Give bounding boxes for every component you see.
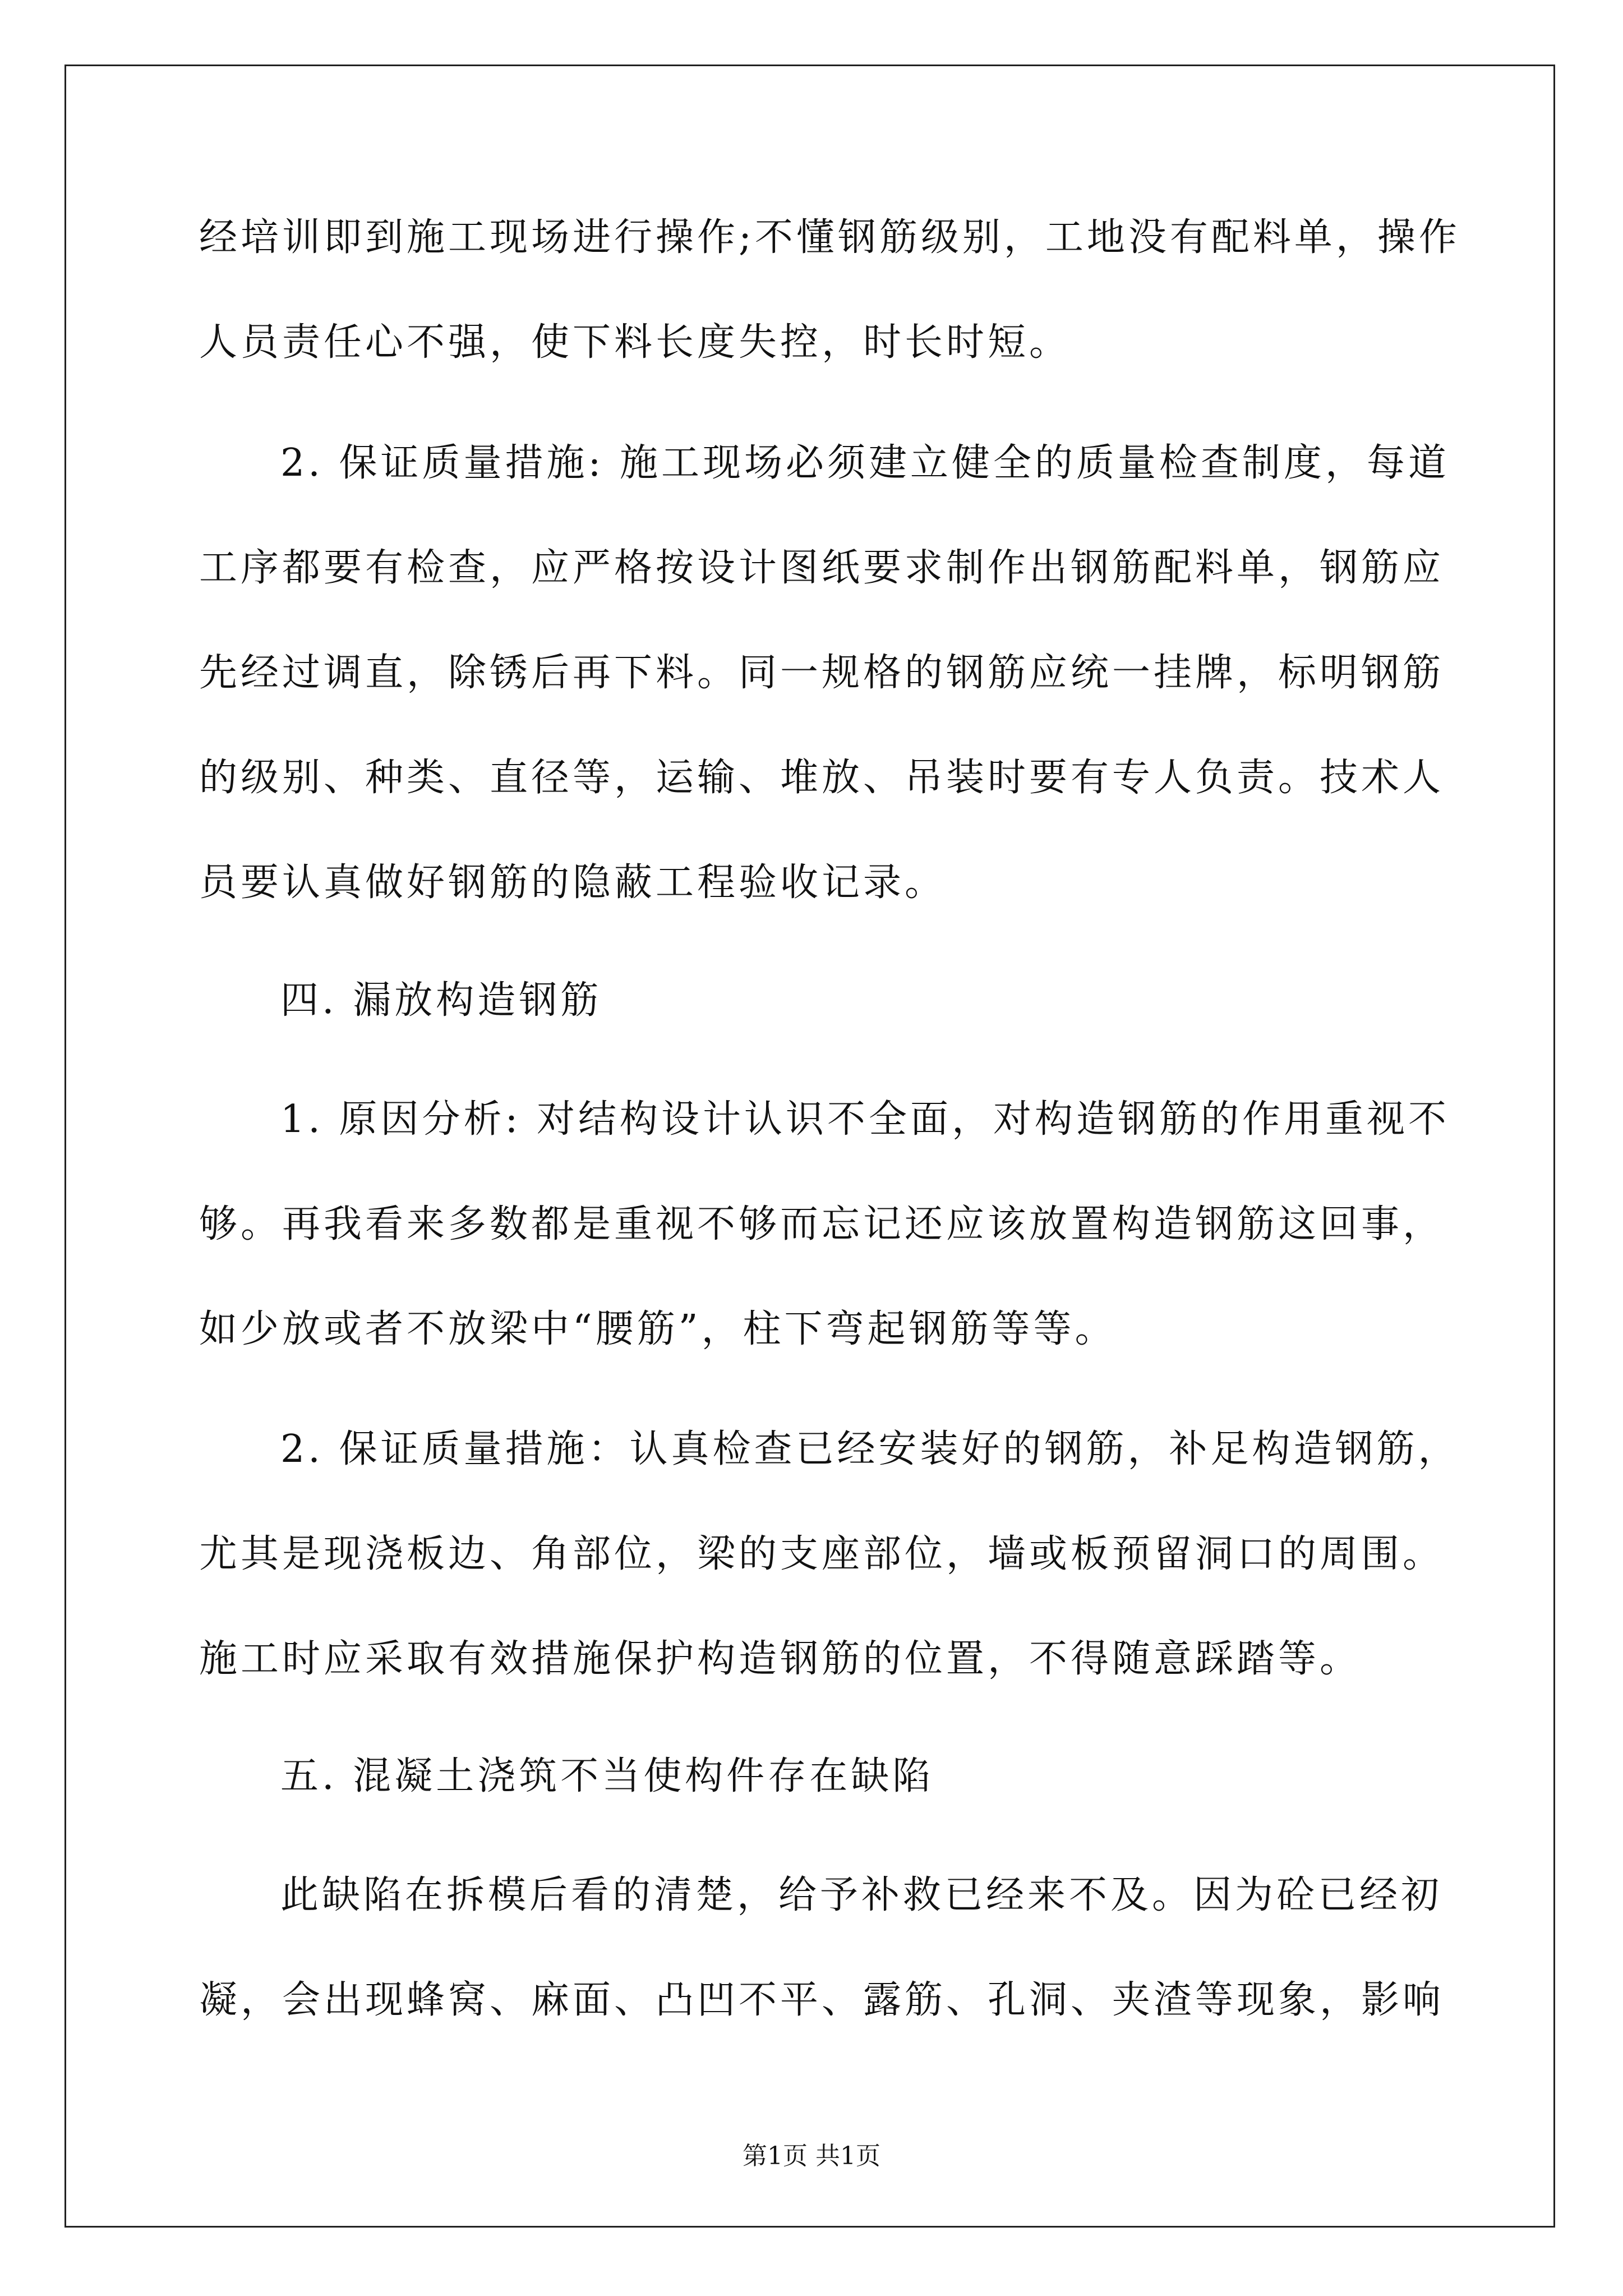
page-number-footer: 第1页 共1页: [743, 2142, 880, 2170]
paragraph-line: 的级别、种类、直径等，运输、堆放、吊装时要有专人负责。技术人: [199, 756, 1445, 800]
paragraph-line: 2. 保证质量措施: 施工现场必须建立健全的质量检查制度，每道: [280, 441, 1450, 485]
section-heading: 五. 混凝土浇筑不当使构件存在缺陷: [280, 1754, 934, 1798]
section-heading: 四. 漏放构造钢筋: [280, 978, 602, 1023]
paragraph-line: 此缺陷在拆模后看的清楚，给予补救已经来不及。因为砼已经初: [280, 1873, 1443, 1917]
paragraph-line: 1. 原因分析: 对结构设计认识不全面，对构造钢筋的作用重视不: [280, 1097, 1450, 1142]
paragraph-line: 凝，会出现蜂窝、麻面、凸凹不平、露筋、孔洞、夹渣等现象，影响: [199, 1978, 1445, 2022]
paragraph-line: 2. 保证质量措施：认真检查已经安装好的钢筋，补足构造钢筋，: [280, 1427, 1460, 1471]
paragraph-line: 经培训即到施工现场进行操作;不懂钢筋级别，工地没有配料单，操作: [199, 215, 1460, 260]
paragraph-line: 尤其是现浇板边、角部位，梁的支座部位，墙或板预留洞口的周围。: [199, 1532, 1445, 1576]
paragraph-line: 够。再我看来多数都是重视不够而忘记还应该放置构造钢筋这回事，: [199, 1202, 1445, 1246]
paragraph-line: 员要认真做好钢筋的隐蔽工程验收记录。: [199, 861, 947, 905]
paragraph-line: 工序都要有检查，应严格按设计图纸要求制作出钢筋配料单，钢筋应: [199, 546, 1445, 590]
paragraph-line: 人员责任心不强，使下料长度失控，时长时短。: [199, 320, 1071, 365]
paragraph-line: 如少放或者不放梁中“腰筋”，柱下弯起钢筋等等。: [199, 1307, 1117, 1351]
paragraph-line: 施工时应采取有效措施保护构造钢筋的位置，不得随意踩踏等。: [199, 1637, 1362, 1681]
paragraph-line: 先经过调直，除锈后再下料。同一规格的钢筋应统一挂牌，标明钢筋: [199, 651, 1445, 695]
